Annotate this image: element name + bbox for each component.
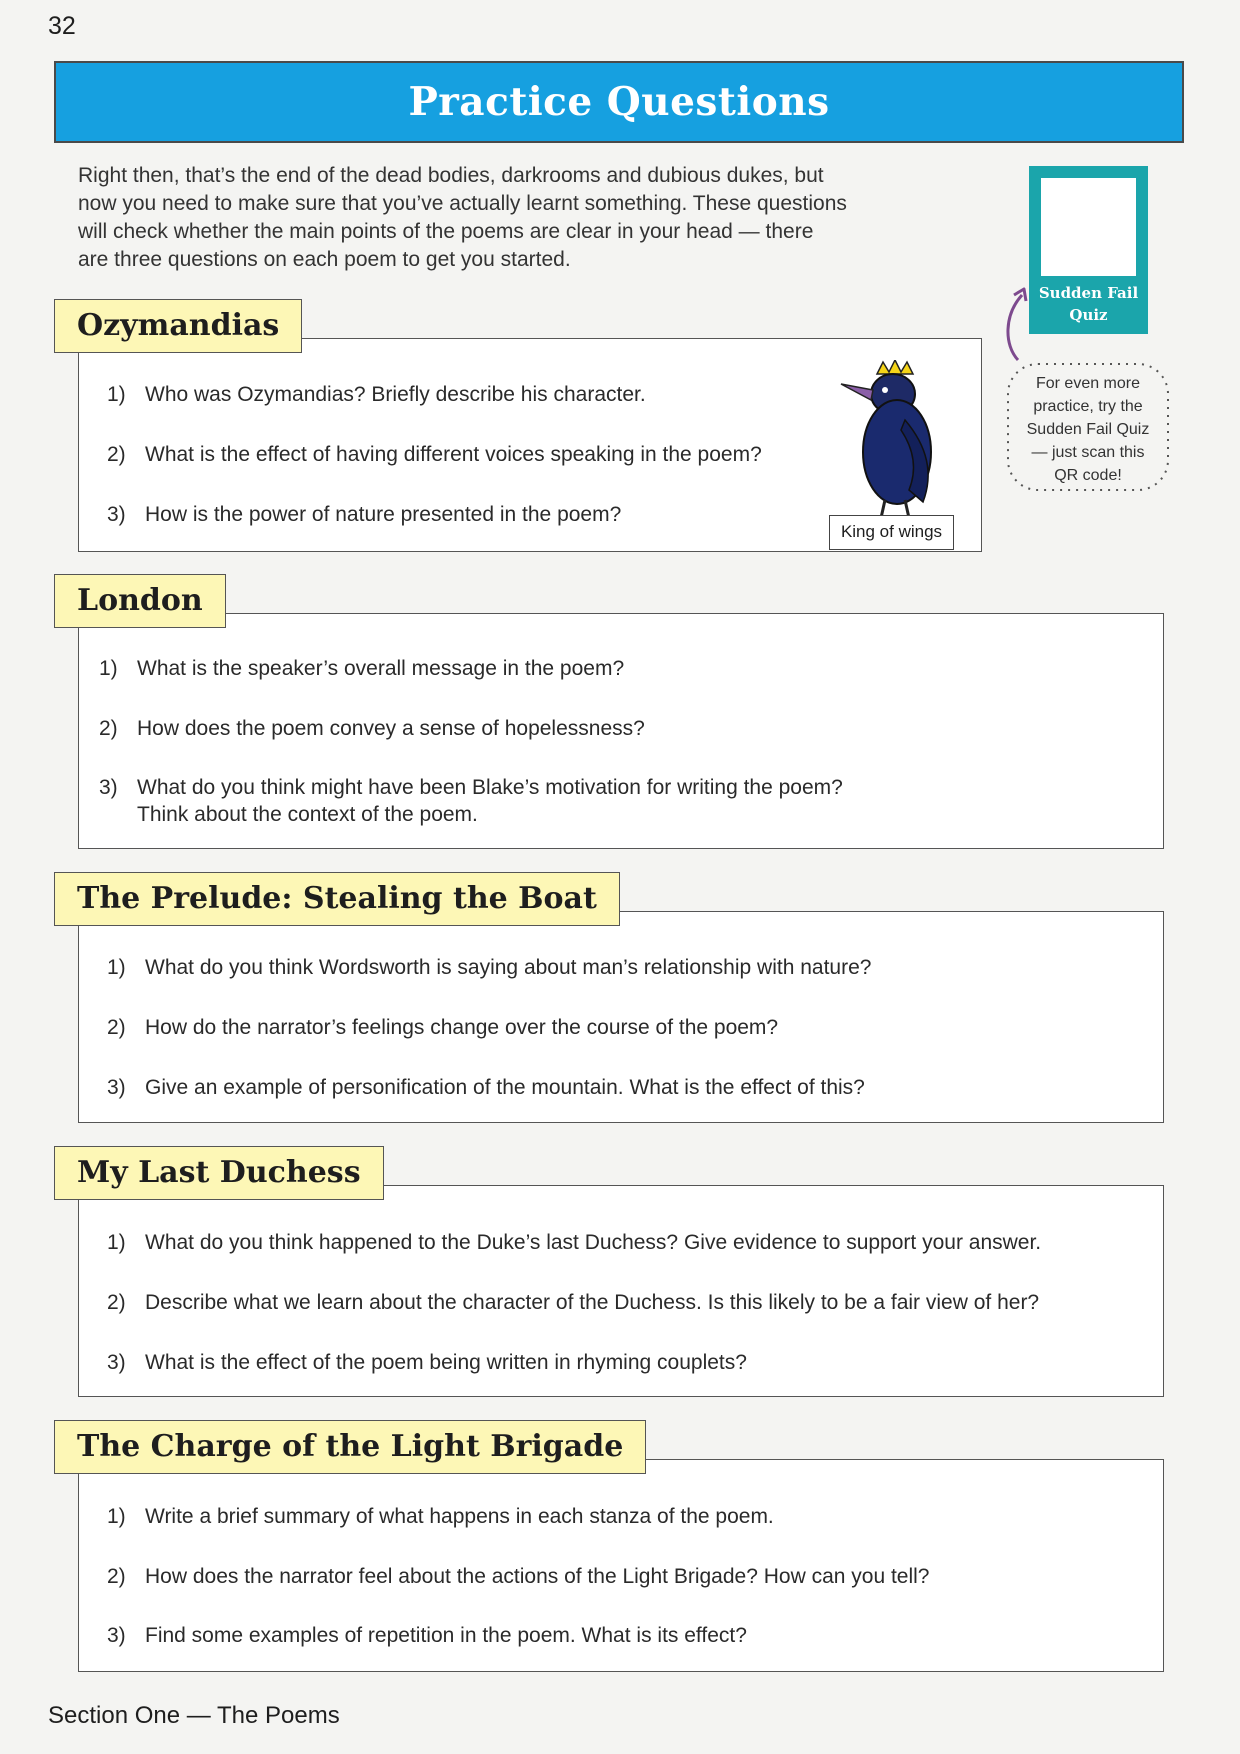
qr-code-image[interactable]	[1041, 178, 1136, 276]
question-box-last-duchess	[78, 1185, 1164, 1397]
section-heading-prelude: The Prelude: Stealing the Boat	[54, 872, 620, 926]
section-heading-light-brigade: The Charge of the Light Brigade	[54, 1420, 646, 1474]
question-box-light-brigade	[78, 1459, 1164, 1672]
qr-label: Sudden Fail Quiz	[1038, 284, 1139, 324]
question-item: 3) Give an example of personification of the mountain. What is the effect of this?	[107, 1076, 865, 1099]
question-item: 1) Who was Ozymandias? Briefly describe his character.	[107, 383, 646, 406]
question-box-london	[78, 613, 1164, 849]
question-item: 3) How is the power of nature presented in the poem?	[107, 503, 622, 526]
section-heading-london: London	[54, 574, 226, 628]
question-item: 2) What is the effect of having different voices speaking in the poem?	[107, 443, 762, 466]
section-heading-ozymandias: Ozymandias	[54, 299, 302, 353]
qr-code-box[interactable]	[1029, 166, 1148, 334]
curved-arrow-icon	[1000, 285, 1040, 365]
intro-line: will check whether the main points of the poems are clear in your head — there	[78, 220, 814, 243]
question-item: 1) What is the speaker’s overall message in the poem?	[99, 657, 625, 680]
qr-note: For even more practice, try the Sudden Fail Quiz — just scan this QR code!	[1026, 375, 1150, 484]
crow-king-icon	[835, 360, 955, 520]
question-item: 2) Describe what we learn about the character of the Duchess. Is this likely to be a fair view of her?	[107, 1291, 1040, 1314]
intro-line: now you need to make sure that you’ve actually learnt something. These questions	[78, 192, 847, 215]
question-item: 2) How does the narrator feel about the actions of the Light Brigade? How can you tell?	[107, 1565, 930, 1588]
section-footer: Section One — The Poems	[48, 1702, 340, 1729]
title-banner	[54, 61, 1184, 143]
question-item: 2) How does the poem convey a sense of hopelessness?	[99, 717, 645, 740]
question-item: 2) How do the narrator’s feelings change over the course of the poem?	[107, 1016, 779, 1039]
question-box-prelude	[78, 911, 1164, 1123]
intro-paragraph	[78, 162, 918, 274]
question-item: 1) What do you think Wordsworth is saying about man’s relationship with nature?	[107, 956, 872, 979]
crow-caption: King of wings	[829, 515, 954, 550]
intro-line: are three questions on each poem to get you started.	[78, 248, 571, 271]
question-item: 3) What is the effect of the poem being written in rhyming couplets?	[107, 1351, 747, 1374]
page-number: 32	[48, 12, 76, 40]
question-item: 1) Write a brief summary of what happens in each stanza of the poem.	[107, 1505, 774, 1528]
question-item: 1) What do you think happened to the Duke’s last Duchess? Give evidence to support your answer.	[107, 1231, 1042, 1254]
intro-line: Right then, that’s the end of the dead bodies, darkrooms and dubious dukes, but	[78, 164, 824, 187]
section-heading-last-duchess: My Last Duchess	[54, 1146, 384, 1200]
page-title: Practice Questions	[408, 79, 830, 125]
question-item: 3) What do you think might have been Blake’s motivation for writing the poem? Think about the context of the poem.	[99, 776, 843, 826]
question-item: 3) Find some examples of repetition in the poem. What is its effect?	[107, 1624, 747, 1647]
